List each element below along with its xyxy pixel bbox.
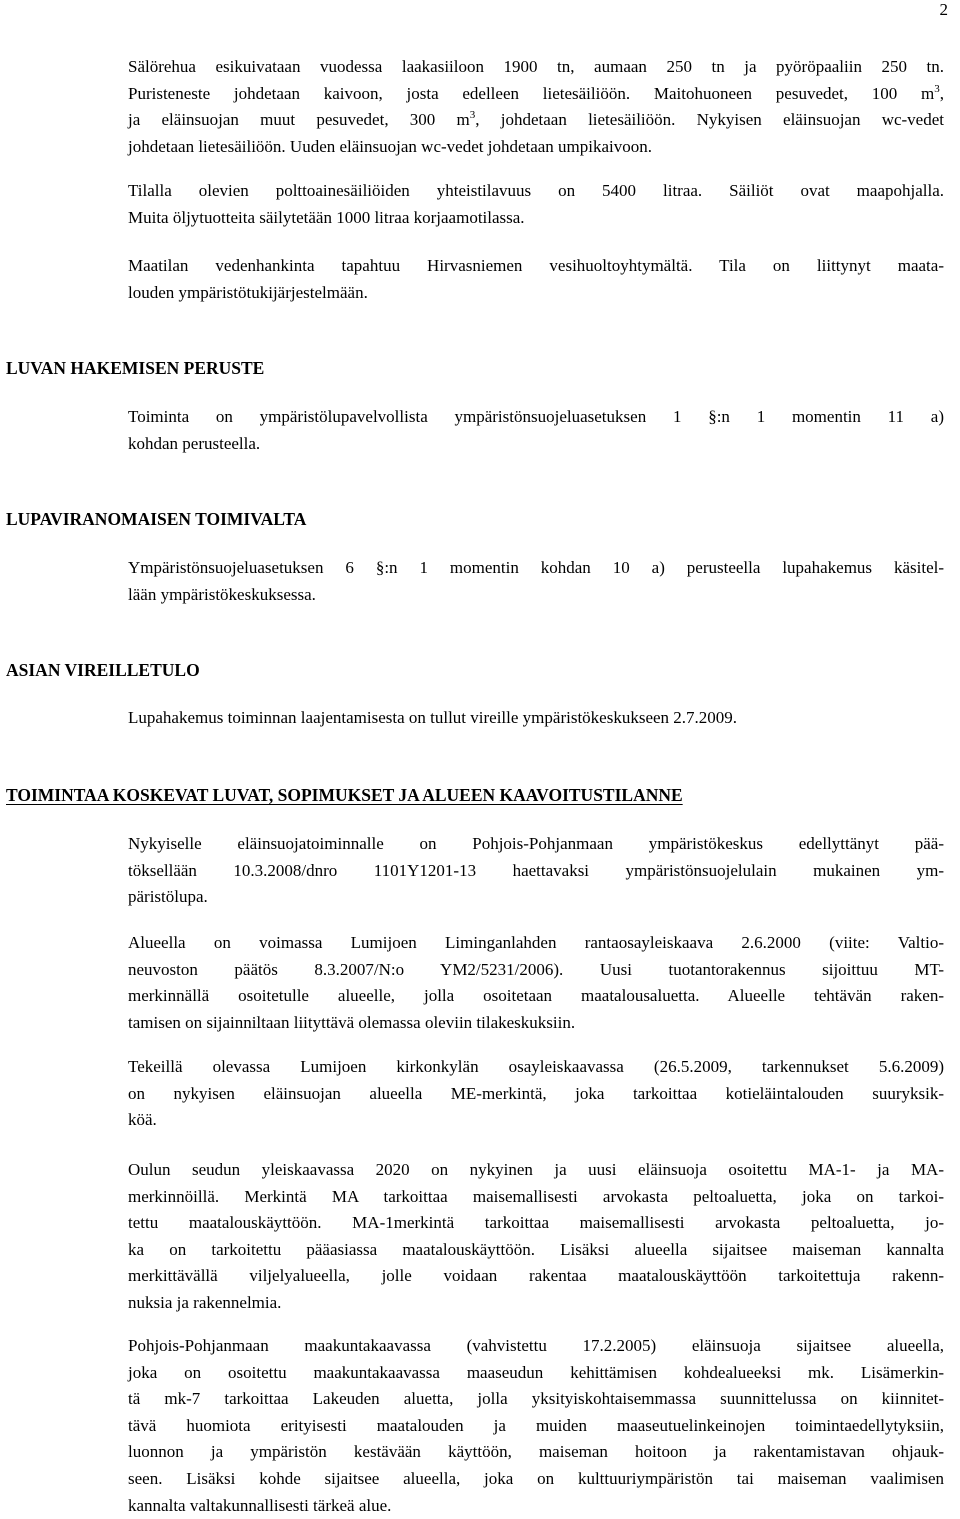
paragraph-line: Oulun seudun yleiskaavassa 2020 on nykyinen ja uusi eläinsuoja osoitettu MA-1- ja MA- <box>128 1160 944 1179</box>
paragraph-line: Tekeillä olevassa Lumijoen kirkonkylän osayleiskaavassa (26.5.2009, tarkennukset 5.6.2009) <box>128 1057 944 1076</box>
paragraph-line: Ympäristönsuojeluasetuksen 6 §:n 1 momentin kohdan 10 a) perusteella lupahakemus käsitel- <box>128 558 944 577</box>
paragraph-line: luonnon ja ympäristön kestävään käyttöön, maiseman hoitoon ja rakentamistavan ohjauk- <box>128 1442 944 1462</box>
paragraph-line: tävä huomiota erityisesti maatalouden ja muiden maaseutuelinkeinojen toimintaedellytyksiin, <box>128 1415 944 1435</box>
paragraph-line: kannalta valtakunnallisesti tärkeä alue. <box>128 1495 392 1515</box>
paragraph-line: Puristeneste johdetaan kaivoon, josta edelleen lietesäiliöön. Maitohuoneen pesuvedet, 100 $m^3$, <box>128 82 944 103</box>
authority-paragraph <box>128 555 944 608</box>
paragraph-line: köä. <box>128 1110 157 1130</box>
silage-paragraph <box>128 54 944 160</box>
paragraph-line: joka on osoitettu maakuntakaavassa maaseudun kehittämisen kohdealueeksi mk. Lisämerkin- <box>128 1362 944 1382</box>
paragraph-line: merkittävällä viljelyalueella, jolle voidaan rakentaa maatalouskäyttöön tarkoitettuja rakenn- <box>128 1266 944 1286</box>
paragraph-line: johdetaan lietesäiliöön. Uuden eläinsuojan wc-vedet johdetaan umpikaivoon. <box>128 136 653 156</box>
paragraph-line: Alueella on voimassa Lumijoen Liminganlahden rantaosayleiskaava 2.6.2000 (viite: Valtio- <box>128 933 944 952</box>
paragraph-line: Pohjois-Pohjanmaan maakuntakaavassa (vahvistettu 17.2.2005) eläinsuoja sijaitsee alueella, <box>128 1336 944 1355</box>
application-basis-paragraph <box>128 404 944 457</box>
paragraph-line: on nykyisen eläinsuojan alueella ME-merkintä, joka tarkoittaa kotieläintalouden suuryksik- <box>128 1083 944 1103</box>
section-heading-application-basis: LUVAN HAKEMISEN PERUSTE <box>6 358 265 378</box>
paragraph-line: tä mk-7 tarkoittaa Lakeuden aluetta, jolla yksityiskohtaisemmassa suunnittelussa on kiinnitet- <box>128 1389 944 1409</box>
fuel-storage-paragraph <box>128 178 944 231</box>
paragraph-line: Nykyiselle eläinsuojatoiminnalle on Pohjois-Pohjanmaan ympäristökeskus edellyttänyt pää- <box>128 834 944 853</box>
paragraph-line: tettu maatalouskäyttöön. MA-1merkintä tarkoittaa maisemallisesti arvokasta peltoaluetta, jo- <box>128 1213 944 1233</box>
paragraph-line: lään ympäristökeskuksessa. <box>128 584 316 604</box>
water-supply-paragraph <box>128 253 944 306</box>
paragraph-line: louden ympäristötukijärjestelmään. <box>128 282 368 302</box>
paragraph-line: neuvoston päätös 8.3.2007/N:o YM2/5231/2006). Uusi tuotantorakennus sijoittuu MT- <box>128 959 944 979</box>
paragraph-line: Tilalla olevien polttoainesäiliöiden yhteistilavuus on 5400 litraa. Säiliöt ovat maapohjalla. <box>128 181 944 200</box>
section-heading-permits: TOIMINTAA KOSKEVAT LUVAT, SOPIMUKSET JA ALUEEN KAAVOITUSTILANNE <box>6 785 683 805</box>
section-heading-pending: ASIAN VIREILLETULO <box>6 660 200 680</box>
paragraph-line: Muita öljytuotteita säilytetään 1000 litraa korjaamotilassa. <box>128 207 525 227</box>
paragraph-line: kohdan perusteella. <box>128 433 261 453</box>
permits-paragraph-5 <box>128 1333 944 1519</box>
paragraph-line: merkinnällä osoitetulle alueelle, jolla osoitetaan maatalousaluetta. Alueelle tehtävän raken- <box>128 986 944 1006</box>
permits-paragraph-3 <box>128 1054 944 1134</box>
paragraph-line: seen. Lisäksi kohde sijaitsee alueella, joka on kulttuuriympäristön tai maiseman vaalimisen <box>128 1468 944 1488</box>
permits-paragraph-2 <box>128 930 944 1036</box>
paragraph-line: ja eläinsuojan muut pesuvedet, 300 $m^3$, johdetaan lietesäiliöön. Nykyisen eläinsuojan wc-vedet <box>128 109 944 130</box>
paragraph-line: Sälörehua esikuivataan vuodessa laakasiiloon 1900 tn, aumaan 250 tn ja pyöröpaaliin 250 tn. <box>128 57 944 76</box>
paragraph-line: töksellään 10.3.2008/dnro 1101Y1201-13 haettavaksi ympäristönsuojelulain mukainen ym- <box>128 860 944 880</box>
permits-paragraph-1 <box>128 831 944 911</box>
paragraph-line: merkinnöillä. Merkintä MA tarkoittaa maisemallisesti arvokasta peltoaluetta, joka on tarkoi- <box>128 1186 944 1206</box>
pending-paragraph <box>128 705 944 732</box>
paragraph-line: Lupahakemus toiminnan laajentamisesta on tullut vireille ympäristökeskukseen 2.7.2009. <box>128 708 738 727</box>
page-number: 2 <box>939 0 948 19</box>
paragraph-line: Maatilan vedenhankinta tapahtuu Hirvasniemen vesihuoltoyhtymältä. Tila on liittynyt maata- <box>128 256 944 275</box>
paragraph-line: Toiminta on ympäristölupavelvollista ympäristönsuojeluasetuksen 1 §:n 1 momentin 11 a) <box>128 407 944 426</box>
paragraph-line: tamisen on sijainniltaan liityttävä olemassa oleviin tilakeskuksiin. <box>128 1012 576 1032</box>
paragraph-line: nuksia ja rakennelmia. <box>128 1292 282 1312</box>
section-heading-authority: LUPAVIRANOMAISEN TOIMIVALTA <box>6 509 307 529</box>
permits-paragraph-4 <box>128 1157 944 1317</box>
paragraph-line: ka on tarkoitettu pääasiassa maatalouskäyttöön. Lisäksi alueella sijaitsee maiseman kannalta <box>128 1239 944 1259</box>
paragraph-line: päristölupa. <box>128 887 208 907</box>
